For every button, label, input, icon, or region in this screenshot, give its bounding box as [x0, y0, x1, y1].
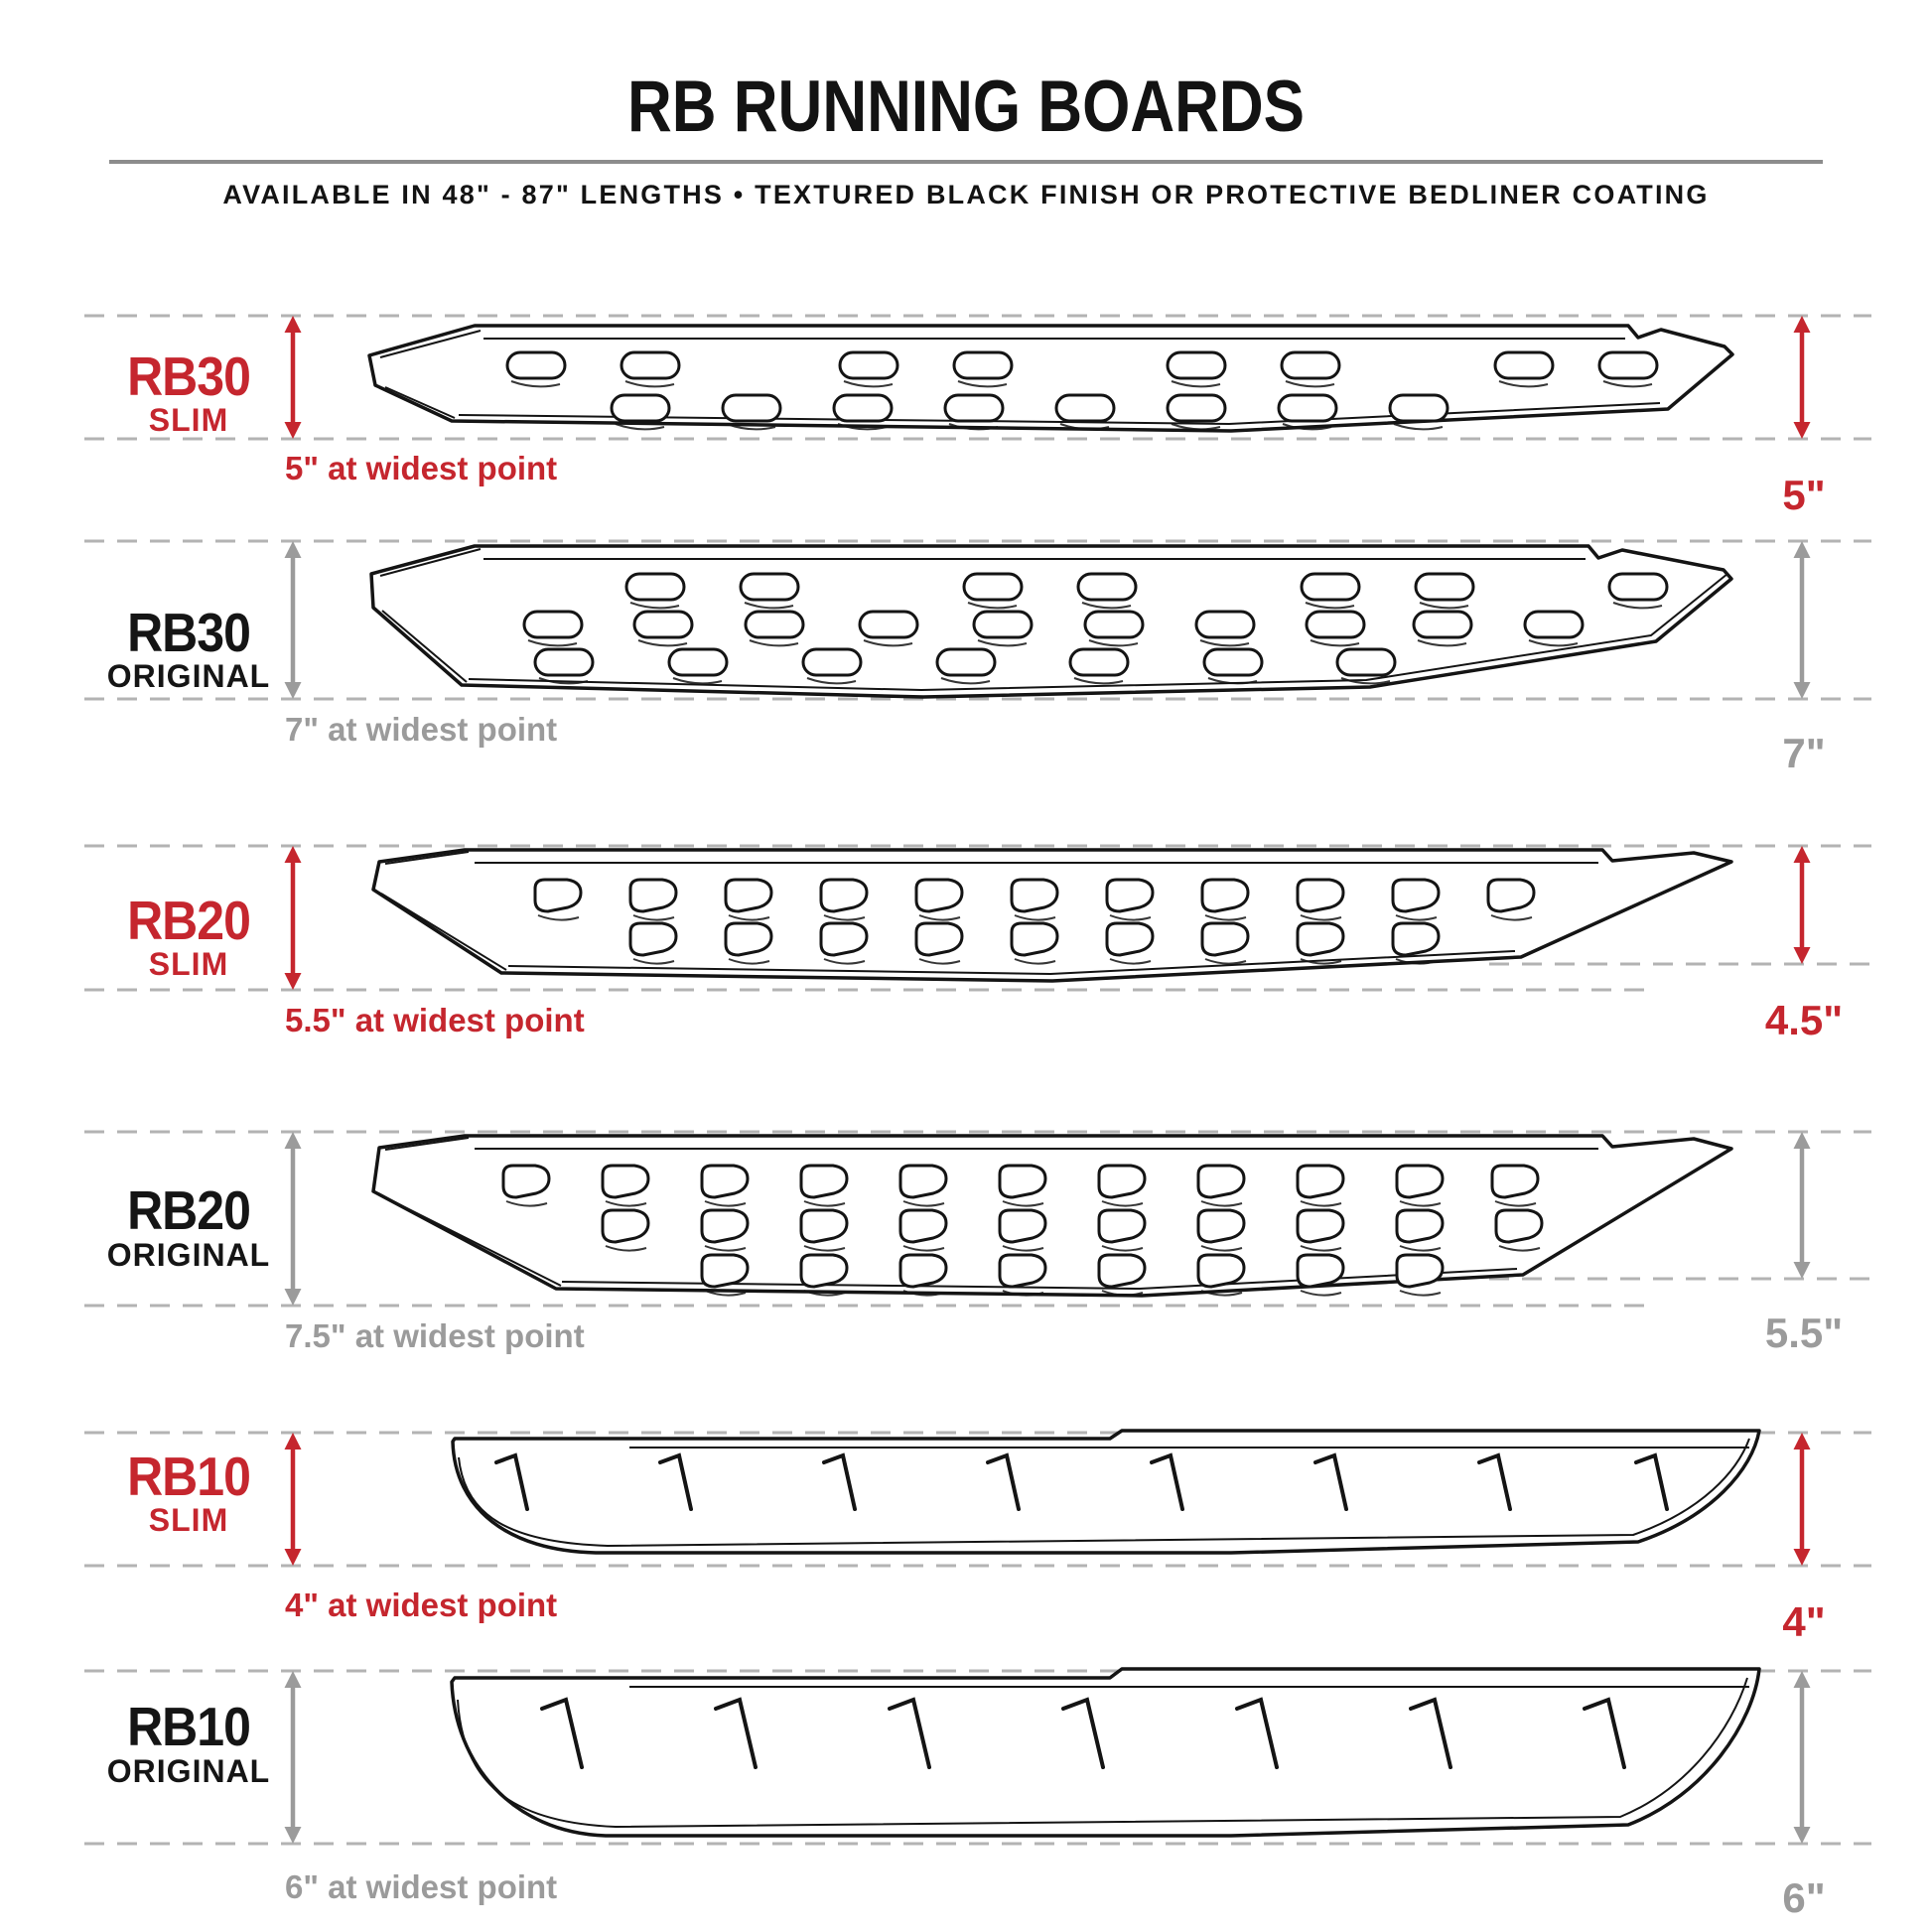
right-dimension-label: 5" [1782, 472, 1826, 518]
rb10-slim-board [453, 1431, 1759, 1553]
right-dimension-label: 6" [1782, 1874, 1826, 1921]
model-label: RB10 [127, 1696, 250, 1758]
rb20-slim-right-arrow [1794, 846, 1811, 964]
rb30-original-board [371, 546, 1731, 697]
rb10-original-board [452, 1669, 1759, 1836]
page-title: RB RUNNING BOARDS [627, 67, 1305, 148]
model-label: RB30 [127, 602, 250, 664]
variant-label: SLIM [148, 402, 229, 438]
widest-point-caption: 5.5" at widest point [285, 1002, 585, 1038]
model-label: RB20 [127, 890, 250, 952]
rb20-original-right-arrow [1794, 1132, 1811, 1279]
right-dimension-label: 7" [1782, 730, 1826, 776]
widest-point-caption: 5" at widest point [285, 450, 558, 486]
rb10-slim-right-arrow [1794, 1433, 1811, 1566]
widest-point-caption: 4" at widest point [285, 1587, 558, 1623]
header-divider [109, 160, 1823, 164]
variant-label: ORIGINAL [106, 1237, 271, 1273]
model-label: RB10 [127, 1446, 250, 1508]
rb30-original-right-arrow [1794, 541, 1811, 699]
right-dimension-label: 4.5" [1764, 997, 1844, 1043]
rb30-slim-right-arrow [1794, 316, 1811, 439]
variant-label: ORIGINAL [106, 1753, 271, 1789]
page-subtitle: AVAILABLE IN 48" - 87" LENGTHS • TEXTURED BLACK FINISH OR PROTECTIVE BEDLINER COATING [222, 180, 1710, 209]
rb20-slim-board [373, 850, 1731, 981]
model-label: RB30 [127, 345, 250, 408]
widest-point-caption: 7.5" at widest point [285, 1317, 585, 1354]
variant-label: SLIM [148, 1502, 229, 1538]
right-dimension-label: 4" [1782, 1598, 1826, 1645]
model-label: RB20 [127, 1179, 250, 1242]
widest-point-caption: 6" at widest point [285, 1868, 558, 1905]
variant-label: ORIGINAL [106, 658, 271, 694]
rb30-slim-board [369, 326, 1732, 431]
variant-label: SLIM [148, 946, 229, 982]
rb20-original-board [373, 1136, 1731, 1296]
widest-point-caption: 7" at widest point [285, 711, 558, 748]
rb10-original-right-arrow [1794, 1671, 1811, 1844]
right-dimension-label: 5.5" [1764, 1310, 1844, 1356]
